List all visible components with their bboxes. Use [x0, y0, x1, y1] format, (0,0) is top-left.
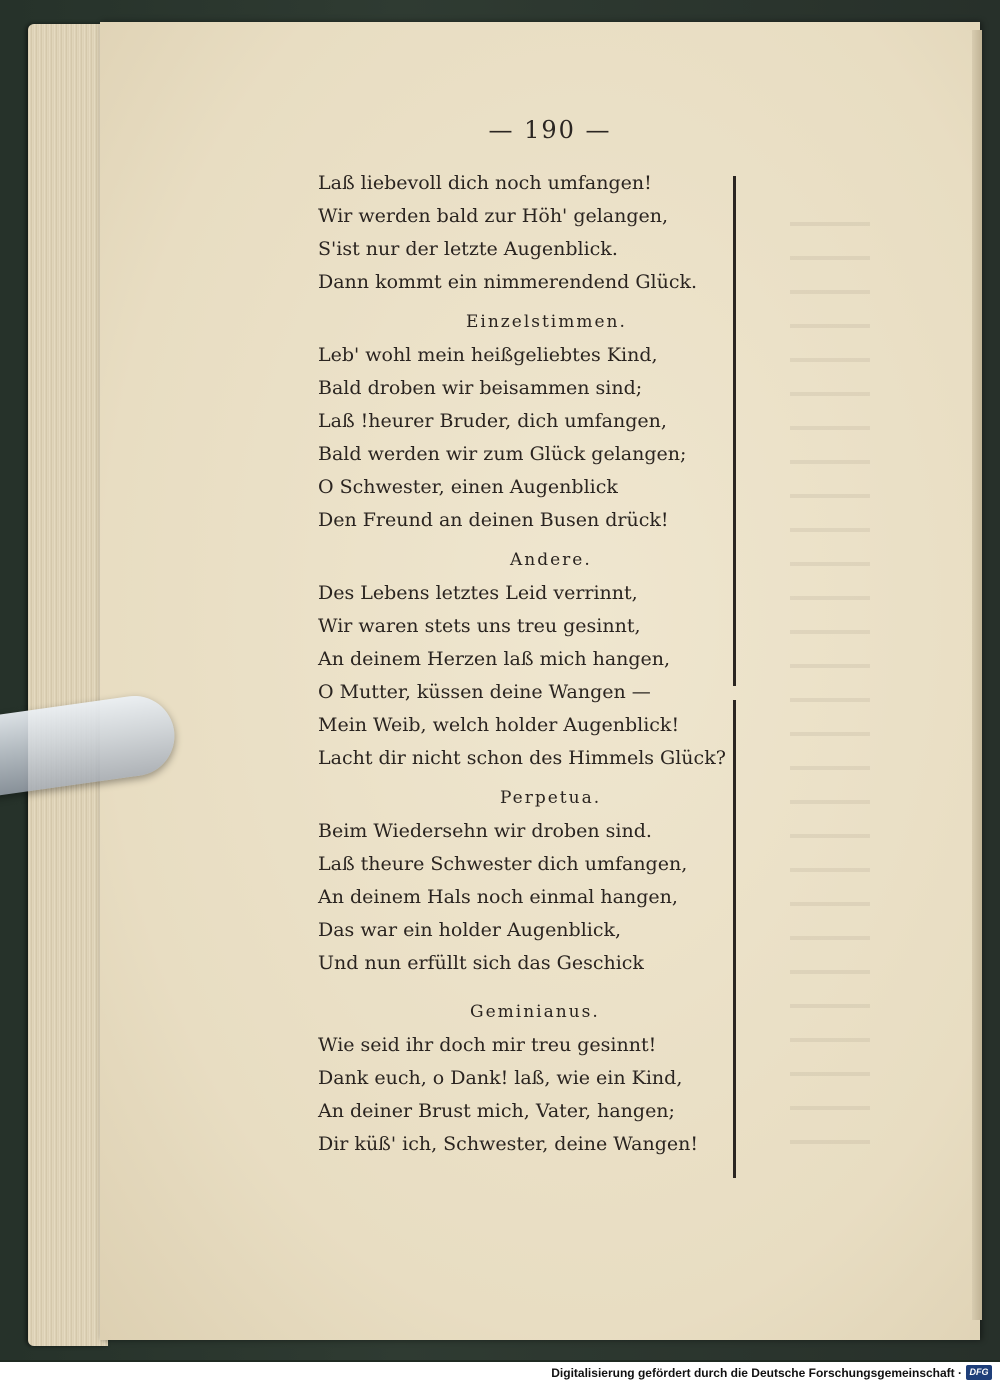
footer-credit: Digitalisierung gefördert durch die Deutsche Forschungsgemeinschaft ·: [551, 1366, 962, 1380]
page-right-edge: [972, 30, 982, 1320]
show-through-text: [790, 200, 870, 1160]
verse-line: Beim Wiedersehn wir droben sind.: [318, 820, 652, 842]
verse-line: Wie seid ihr doch mir treu gesinnt!: [318, 1034, 657, 1056]
speaker-heading: Einzelstimmen.: [466, 312, 627, 332]
bracket-rule: [733, 176, 736, 686]
page-number: — 190 —: [488, 116, 612, 144]
speaker-heading: Geminianus.: [470, 1002, 600, 1022]
verse-line: S'ist nur der letzte Augenblick.: [318, 238, 618, 260]
verse-line: Des Lebens letztes Leid verrinnt,: [318, 582, 638, 604]
bracket-rule: [733, 700, 736, 1178]
verse-line: Dank euch, o Dank! laß, wie ein Kind,: [318, 1067, 683, 1089]
verse-line: Laß !heurer Bruder, dich umfangen,: [318, 410, 667, 432]
speaker-heading: Andere.: [510, 550, 592, 570]
verse-line: Leb' wohl mein heißgeliebtes Kind,: [318, 344, 658, 366]
verse-line: Lacht dir nicht schon des Himmels Glück?: [318, 747, 726, 769]
verse-line: Bald droben wir beisammen sind;: [318, 377, 643, 399]
verse-line: Wir waren stets uns treu gesinnt,: [318, 615, 641, 637]
verse-line: An deinem Hals noch einmal hangen,: [318, 886, 678, 908]
verse-line: Und nun erfüllt sich das Geschick: [318, 952, 644, 974]
verse-line: Das war ein holder Augenblick,: [318, 919, 622, 941]
page-edges: [28, 24, 108, 1346]
dfg-logo: DFG: [966, 1365, 992, 1380]
footer-bar: [0, 1362, 1000, 1384]
verse-line: Mein Weib, welch holder Augenblick!: [318, 714, 680, 736]
verse-line: Den Freund an deinen Busen drück!: [318, 509, 669, 531]
speaker-heading: Perpetua.: [500, 788, 602, 808]
verse-line: Bald werden wir zum Glück gelangen;: [318, 443, 687, 465]
verse-line: Dann kommt ein nimmerendend Glück.: [318, 271, 698, 293]
verse-line: O Mutter, küssen deine Wangen —: [318, 681, 651, 703]
verse-line: Wir werden bald zur Höh' gelangen,: [318, 205, 669, 227]
verse-line: Laß theure Schwester dich umfangen,: [318, 853, 688, 875]
verse-line: Dir küß' ich, Schwester, deine Wangen!: [318, 1133, 698, 1155]
verse-line: O Schwester, einen Augenblick: [318, 476, 618, 498]
verse-line: Laß liebevoll dich noch umfangen!: [318, 172, 652, 194]
verse-line: An deinem Herzen laß mich hangen,: [318, 648, 671, 670]
verse-line: An deiner Brust mich, Vater, hangen;: [318, 1100, 675, 1122]
